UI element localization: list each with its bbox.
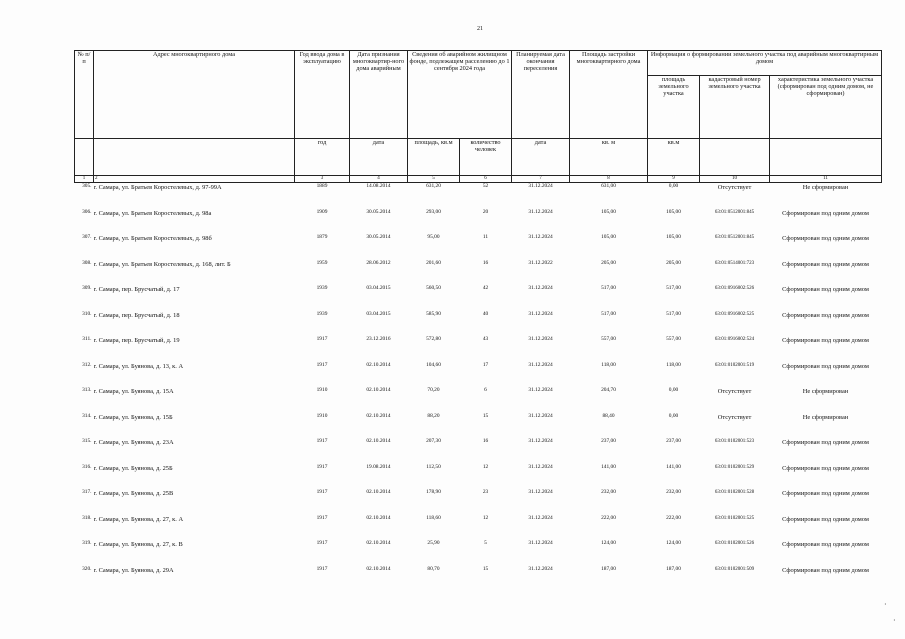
row-date-emergency: 28.06.2012 xyxy=(366,259,391,266)
row-people: 16 xyxy=(482,438,489,444)
row-land-area: 205,00 xyxy=(666,259,681,266)
table-row xyxy=(75,489,882,515)
row-date-emergency: 30.05.2014 xyxy=(366,234,391,240)
row-address: г. Самара, ул. Братьев Коростелевых, д. 168, лит. Б xyxy=(93,260,231,268)
row-year: 1917 xyxy=(316,540,328,546)
row-area: 207,30 xyxy=(426,438,441,444)
row-land-area: 105,00 xyxy=(666,208,681,215)
row-address: г. Самара, пер. Брусчатый, д. 18 xyxy=(93,311,180,319)
unit-planned: дата xyxy=(512,139,570,176)
unit-build-area: кв. м xyxy=(570,139,648,176)
column-number: 8 xyxy=(570,176,648,183)
row-land-status: Сформирован под одним домом xyxy=(782,286,869,293)
header-building-area: Площадь застройки многоквартирного дома xyxy=(570,51,648,139)
row-date-emergency: 03.04.2015 xyxy=(366,310,391,317)
unit-address-empty xyxy=(94,139,295,176)
row-cadastral: 63:01:0916002:524 xyxy=(714,337,755,342)
row-area: 178,90 xyxy=(426,489,441,495)
row-cadastral: 63:01:0512001:845 xyxy=(714,235,755,240)
unit-year: год xyxy=(295,139,350,176)
row-number: 316. xyxy=(82,463,92,470)
header-num: № п/п xyxy=(75,51,94,139)
row-year: 1917 xyxy=(316,514,328,521)
row-address: г. Самара, ул. Буянова, д. 15Б xyxy=(93,413,173,421)
column-number: 11 xyxy=(770,176,882,183)
table-row xyxy=(75,464,882,490)
housing-register-table xyxy=(74,50,882,591)
row-planned-date: 31.12.2024 xyxy=(528,361,553,368)
unit-date: дата xyxy=(350,139,408,176)
row-land-status: Сформирован под одним домом xyxy=(782,362,869,370)
row-land-area: 222,00 xyxy=(666,514,681,521)
column-number: 2 xyxy=(94,176,295,183)
row-number: 309. xyxy=(82,285,92,291)
row-land-area: 0,00 xyxy=(668,387,679,393)
row-building-area: 105,00 xyxy=(601,234,616,240)
row-date-emergency: 03.04.2015 xyxy=(366,285,391,291)
row-year: 1939 xyxy=(316,310,328,317)
unit-land-area: кв.м xyxy=(648,139,700,176)
column-number: 4 xyxy=(350,176,408,183)
header-date-emergency: Дата признания многоквартир-ного дома аварийным xyxy=(350,51,408,139)
row-number: 306. xyxy=(82,208,92,215)
row-planned-date: 31.12.2024 xyxy=(528,183,553,189)
row-building-area: 141,00 xyxy=(601,463,616,470)
row-planned-date: 31.12.2024 xyxy=(528,387,553,393)
row-land-status: Не сформирован xyxy=(802,184,849,191)
row-building-area: 124,00 xyxy=(601,540,616,546)
row-planned-date: 31.12.2024 xyxy=(528,336,553,342)
row-address: г. Самара, ул. Братьев Коростелевых, д. 98а xyxy=(93,209,212,217)
row-people: 43 xyxy=(482,336,489,342)
row-cadastral: 63:01:0102001:525 xyxy=(714,515,755,521)
column-number: 3 xyxy=(295,176,350,183)
row-planned-date: 31.12.2024 xyxy=(528,208,553,215)
edge-mark: · xyxy=(893,616,896,625)
row-date-emergency: 02.10.2014 xyxy=(366,540,391,546)
row-cadastral: 63:01:0916002:526 xyxy=(714,286,755,291)
row-address: г. Самара, ул. Буянова, д. 27, к. В xyxy=(93,541,183,548)
row-building-area: 631,00 xyxy=(601,183,616,189)
table-body xyxy=(75,183,882,592)
row-number: 318. xyxy=(82,514,92,521)
row-area: 112,50 xyxy=(426,463,441,470)
row-date-emergency: 02.10.2014 xyxy=(366,438,391,444)
row-area: 95,00 xyxy=(427,234,440,240)
table-row xyxy=(75,234,882,260)
table-row xyxy=(75,540,882,566)
column-number: 5 xyxy=(408,176,460,183)
row-number: 319. xyxy=(82,540,92,546)
row-date-emergency: 30.05.2014 xyxy=(366,208,391,215)
row-cadastral: 63:01:0102001:519 xyxy=(714,362,755,368)
row-planned-date: 31.12.2024 xyxy=(528,285,553,291)
row-land-status: Сформирован под одним домом xyxy=(782,260,869,268)
row-number: 310. xyxy=(82,310,92,317)
unit-people: количество человек xyxy=(460,139,512,176)
row-people: 6 xyxy=(484,387,487,393)
row-year: 1889 xyxy=(316,183,328,189)
table-row xyxy=(75,336,882,362)
row-building-area: 105,00 xyxy=(601,208,616,215)
row-area: 560,50 xyxy=(426,285,441,291)
row-land-area: 232,00 xyxy=(666,489,681,495)
row-address: г. Самара, пер. Брусчатый, д. 19 xyxy=(93,337,180,344)
row-cadastral: Отсутствует xyxy=(717,413,752,421)
row-building-area: 557,00 xyxy=(601,336,616,342)
row-people: 5 xyxy=(484,540,487,546)
row-number: 308. xyxy=(82,259,92,266)
row-planned-date: 31.12.2024 xyxy=(528,463,553,470)
row-people: 23 xyxy=(482,489,489,495)
unit-area: площадь, кв.м xyxy=(408,139,460,176)
row-year: 1910 xyxy=(316,387,328,393)
row-land-status: Не сформирован xyxy=(802,413,849,421)
row-land-status: Сформирован под одним домом xyxy=(782,311,869,319)
row-address: г. Самара, ул. Буянова, д. 29А xyxy=(93,566,174,574)
row-year: 1917 xyxy=(316,361,328,368)
row-address: г. Самара, ул. Буянова, д. 15А xyxy=(93,388,174,395)
header-address: Адрес многоквартирного дома xyxy=(94,51,295,139)
unit-num-empty xyxy=(75,139,94,176)
row-land-status: Сформирован под одним домом xyxy=(782,209,869,217)
row-cadastral: 63:01:0102001:528 xyxy=(714,490,755,495)
row-building-area: 517,00 xyxy=(601,285,616,291)
table-row xyxy=(75,311,882,337)
row-building-area: 204,70 xyxy=(601,387,616,393)
table-row xyxy=(75,260,882,286)
row-planned-date: 31.12.2024 xyxy=(528,412,553,419)
row-address: г. Самара, ул. Братьев Коростелевых, д. 98б xyxy=(93,235,212,242)
row-building-area: 205,00 xyxy=(601,259,616,266)
row-address: г. Самара, ул. Буянова, д. 25Б xyxy=(93,464,173,472)
table-row xyxy=(75,566,882,592)
row-cadastral: 63:01:0102001:509 xyxy=(714,566,755,572)
row-building-area: 517,00 xyxy=(601,310,616,317)
row-address: г. Самара, пер. Брусчатый, д. 17 xyxy=(93,286,180,293)
row-date-emergency: 02.10.2014 xyxy=(366,412,391,419)
row-area: 88,20 xyxy=(427,412,440,419)
unit-char-empty xyxy=(770,139,882,176)
row-date-emergency: 02.10.2014 xyxy=(366,565,391,572)
row-land-status: Сформирован под одним домом xyxy=(782,541,869,548)
row-date-emergency: 02.10.2014 xyxy=(366,361,391,368)
row-area: 25,90 xyxy=(427,540,440,546)
header-land-area: площадь земельного участка xyxy=(648,76,700,139)
row-planned-date: 31.12.2024 xyxy=(528,489,553,495)
row-cadastral: 63:01:0514001:723 xyxy=(714,260,755,266)
page-number: 21 xyxy=(477,26,483,32)
table-row xyxy=(75,362,882,388)
column-number: 10 xyxy=(700,176,770,183)
row-land-area: 105,00 xyxy=(666,234,681,240)
row-number: 320. xyxy=(82,565,92,572)
table-row xyxy=(75,183,882,209)
row-address: г. Самара, ул. Буянова, д. 25В xyxy=(93,490,174,497)
row-planned-date: 31.12.2022 xyxy=(528,259,553,266)
row-year: 1909 xyxy=(316,208,328,215)
row-area: 118,60 xyxy=(426,514,441,521)
row-people: 15 xyxy=(482,412,489,419)
row-year: 1917 xyxy=(316,463,328,470)
header-units-row xyxy=(75,139,882,176)
row-number: 312. xyxy=(82,361,92,368)
row-area: 293,00 xyxy=(426,208,441,215)
table-row xyxy=(75,387,882,413)
row-area: 70,20 xyxy=(427,387,440,393)
row-date-emergency: 19.08.2014 xyxy=(366,463,391,470)
row-date-emergency: 02.10.2014 xyxy=(366,489,391,495)
row-planned-date: 31.12.2024 xyxy=(528,234,553,240)
row-year: 1939 xyxy=(316,285,328,291)
table-row xyxy=(75,438,882,464)
unit-cadastral-empty xyxy=(700,139,770,176)
row-cadastral: Отсутствует xyxy=(717,388,752,395)
row-people: 15 xyxy=(482,565,489,572)
header-fund-info: Сведения об аварийном жилищном фонде, подлежащем расселению до 1 сентября 2024 года xyxy=(408,51,512,139)
row-planned-date: 31.12.2024 xyxy=(528,565,553,572)
row-building-area: 187,00 xyxy=(601,565,616,572)
row-land-area: 118,00 xyxy=(666,361,681,368)
row-land-status: Сформирован под одним домом xyxy=(782,566,869,574)
row-address: г. Самара, ул. Буянова, д. 23А xyxy=(93,439,174,446)
row-land-area: 517,00 xyxy=(666,285,681,291)
row-land-area: 557,00 xyxy=(666,336,681,342)
row-number: 311. xyxy=(82,336,92,342)
row-number: 305. xyxy=(82,183,92,189)
row-date-emergency: 23.12.2016 xyxy=(366,336,391,342)
header-cadastral: кадастровый номер земельного участка xyxy=(700,76,770,139)
row-number: 315. xyxy=(82,438,92,444)
row-year: 1879 xyxy=(316,234,328,240)
row-land-area: 0,00 xyxy=(668,183,679,189)
row-year: 1917 xyxy=(316,438,328,444)
header-planned-date: Планируемая дата окончания переселения xyxy=(512,51,570,139)
row-planned-date: 31.12.2024 xyxy=(528,540,553,546)
row-land-area: 517,00 xyxy=(666,310,681,317)
row-land-area: 124,00 xyxy=(666,540,681,546)
row-planned-date: 31.12.2024 xyxy=(528,438,553,444)
row-land-area: 0,00 xyxy=(668,412,679,419)
row-year: 1917 xyxy=(316,489,328,495)
row-year: 1917 xyxy=(316,336,328,342)
row-year: 1917 xyxy=(316,565,328,572)
row-number: 314. xyxy=(82,412,92,419)
row-planned-date: 31.12.2024 xyxy=(528,514,553,521)
row-area: 631,20 xyxy=(426,183,441,189)
row-date-emergency: 14.08.2014 xyxy=(366,183,391,189)
row-people: 11 xyxy=(482,234,489,240)
row-area: 80,70 xyxy=(427,565,440,572)
header-land-char: характеристика земельного участка (сформирован под одним домом, не сформирован) xyxy=(770,76,882,139)
row-cadastral: 63:01:0916002:525 xyxy=(714,311,755,317)
header-land-info: Информация о формировании земельного участка под аварийным многоквартирным домом xyxy=(648,51,882,76)
row-area: 585,90 xyxy=(426,310,441,317)
row-cadastral: 63:01:0512001:845 xyxy=(714,209,755,215)
row-land-status: Сформирован под одним домом xyxy=(782,464,869,472)
row-land-status: Не сформирован xyxy=(802,388,849,395)
column-number-row xyxy=(75,176,882,183)
table-row xyxy=(75,209,882,235)
row-people: 16 xyxy=(482,259,489,266)
row-planned-date: 31.12.2024 xyxy=(528,310,553,317)
header-row-top xyxy=(75,51,882,76)
table-row xyxy=(75,413,882,439)
row-people: 17 xyxy=(482,361,489,368)
column-number: 7 xyxy=(512,176,570,183)
edge-mark: · xyxy=(884,600,887,609)
row-building-area: 222,00 xyxy=(601,514,616,521)
column-number: 9 xyxy=(648,176,700,183)
row-people: 12 xyxy=(482,463,489,470)
row-people: 12 xyxy=(482,514,489,521)
column-number: 1 xyxy=(75,176,94,183)
row-land-area: 141,00 xyxy=(666,463,681,470)
column-number: 6 xyxy=(460,176,512,183)
row-land-area: 237,00 xyxy=(666,438,681,444)
row-cadastral: 63:01:0102001:526 xyxy=(714,541,755,546)
row-land-status: Сформирован под одним домом xyxy=(782,235,869,242)
row-cadastral: 63:01:0102001:529 xyxy=(714,464,755,470)
row-address: г. Самара, ул. Буянова, д. 13, к. А xyxy=(93,362,184,370)
row-building-area: 237,00 xyxy=(601,438,616,444)
header-year-commissioned: Год ввода дома в эксплуатацию xyxy=(295,51,350,139)
row-land-status: Сформирован под одним домом xyxy=(782,515,869,523)
row-number: 307. xyxy=(82,234,92,240)
row-area: 572,80 xyxy=(426,336,441,342)
table-row xyxy=(75,515,882,541)
row-cadastral: Отсутствует xyxy=(717,184,752,191)
row-building-area: 118,00 xyxy=(601,361,616,368)
table-row xyxy=(75,285,882,311)
row-cadastral: 63:01:0102001:523 xyxy=(714,439,755,444)
row-area: 201,60 xyxy=(426,259,441,266)
row-land-status: Сформирован под одним домом xyxy=(782,337,869,344)
row-year: 1910 xyxy=(316,412,328,419)
row-date-emergency: 02.10.2014 xyxy=(366,387,391,393)
row-date-emergency: 02.10.2014 xyxy=(366,514,391,521)
row-people: 52 xyxy=(482,183,489,189)
row-number: 317. xyxy=(82,489,92,495)
row-address: г. Самара, ул. Буянова, д. 27, к. А xyxy=(93,515,184,523)
row-area: 104,60 xyxy=(426,361,441,368)
row-people: 40 xyxy=(482,310,489,317)
row-land-status: Сформирован под одним домом xyxy=(782,439,869,446)
row-land-status: Сформирован под одним домом xyxy=(782,490,869,497)
row-number: 313. xyxy=(82,387,92,393)
row-building-area: 232,00 xyxy=(601,489,616,495)
row-people: 20 xyxy=(482,208,489,215)
row-land-area: 187,00 xyxy=(666,565,681,572)
row-year: 1959 xyxy=(316,259,328,266)
row-people: 42 xyxy=(482,285,489,291)
row-address: г. Самара, ул. Братьев Коростелевых, д. 97-99А xyxy=(93,184,222,191)
row-building-area: 88,40 xyxy=(602,412,615,419)
